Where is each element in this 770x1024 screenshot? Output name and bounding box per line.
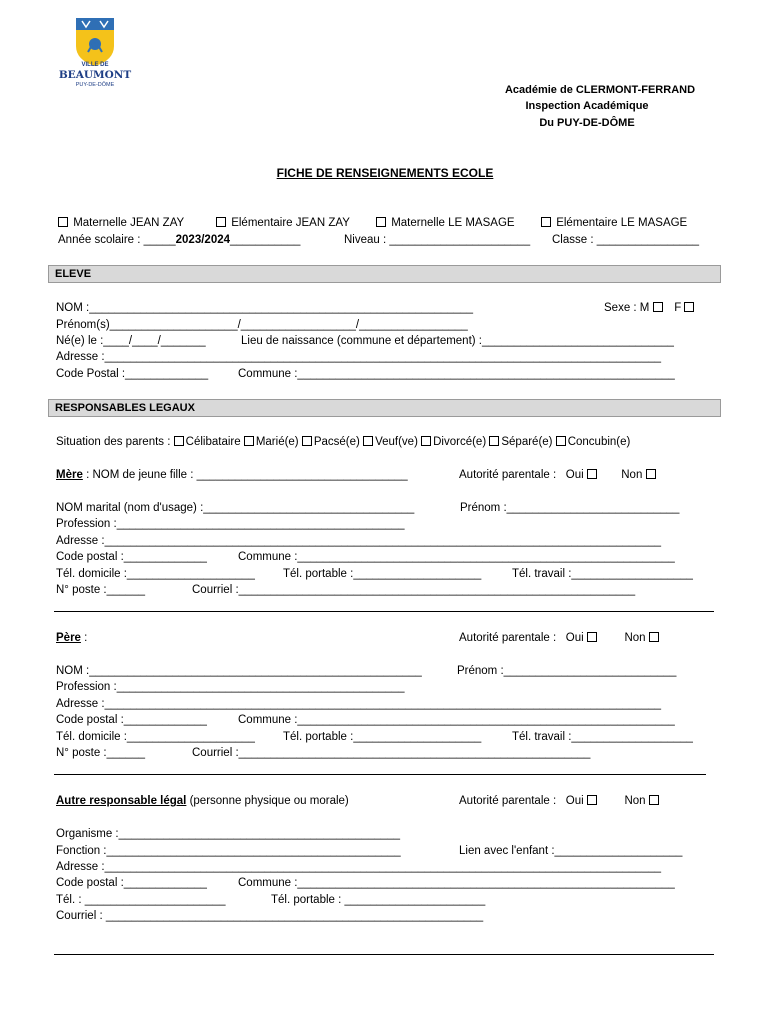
header-line1: Académie de CLERMONT-FERRAND xyxy=(504,84,696,96)
mere-adresse-field[interactable]: Adresse :_______________________________________________________________________________________ xyxy=(56,535,662,547)
checkbox-icon[interactable] xyxy=(684,302,694,312)
school-year-field[interactable]: Année scolaire : _____2023/2024___________ xyxy=(58,234,301,246)
checkbox-icon[interactable] xyxy=(174,436,184,446)
autre-heading: Autre responsable légal (personne physique ou morale) xyxy=(56,795,349,807)
beaumont-logo xyxy=(60,16,130,92)
eleve-nom-field[interactable]: NOM :____________________________________________________________ xyxy=(56,302,473,314)
eleve-code-postal-field[interactable]: Code Postal :_____________ xyxy=(56,368,209,380)
checkbox-icon[interactable] xyxy=(587,469,597,479)
page-title: FICHE DE RENSEIGNEMENTS ECOLE xyxy=(276,166,494,180)
mere-jeune-fille-field[interactable]: Mère : NOM de jeune fille : _________________________________ xyxy=(56,469,408,481)
eleve-sexe[interactable]: Sexe : M F xyxy=(604,301,696,315)
mere-tel-portable-field[interactable]: Tél. portable :____________________ xyxy=(283,568,482,580)
checkbox-icon[interactable] xyxy=(216,217,226,227)
niveau-field[interactable]: Niveau : ______________________ xyxy=(344,234,531,246)
pere-tel-travail-field[interactable]: Tél. travail :___________________ xyxy=(512,731,693,743)
situation-parents[interactable]: Situation des parents : Célibataire Marié(e) Pacsé(e) Veuf(ve) Divorcé(e) Séparé(e) Concubin(e) xyxy=(56,436,631,448)
checkbox-icon[interactable] xyxy=(376,217,386,227)
checkbox-icon[interactable] xyxy=(244,436,254,446)
pere-nom-field[interactable]: NOM :____________________________________________________ xyxy=(56,665,422,677)
section-responsables: RESPONSABLES LEGAUX xyxy=(48,399,721,417)
checkbox-icon[interactable] xyxy=(587,795,597,805)
autre-tel-portable-field[interactable]: Tél. portable : ______________________ xyxy=(271,894,486,906)
pere-autorite[interactable]: Autorité parentale : Oui Non xyxy=(459,631,661,645)
header-line2: Inspection Académique xyxy=(525,100,649,112)
eleve-adresse-field[interactable]: Adresse :_______________________________________________________________________________________ xyxy=(56,351,662,363)
eleve-birthplace-field[interactable]: Lieu de naissance (commune et département) :______________________________ xyxy=(241,335,674,347)
logo-line2: BEAUMONT xyxy=(58,69,132,81)
pere-courriel-field[interactable]: Courriel :_______________________________________________________ xyxy=(192,747,591,759)
pere-commune-field[interactable]: Commune :___________________________________________________________ xyxy=(238,714,675,726)
autre-code-postal-field[interactable]: Code postal :_____________ xyxy=(56,877,207,889)
eleve-birthdate-field[interactable]: Né(e) le :____/____/_______ xyxy=(56,335,206,347)
mere-commune-field[interactable]: Commune :___________________________________________________________ xyxy=(238,551,675,563)
school-option[interactable]: Elémentaire LE MASAGE xyxy=(541,216,687,230)
checkbox-icon[interactable] xyxy=(649,632,659,642)
pere-tel-domicile-field[interactable]: Tél. domicile :____________________ xyxy=(56,731,255,743)
section-eleve: ELEVE xyxy=(48,265,721,283)
checkbox-icon[interactable] xyxy=(646,469,656,479)
mere-tel-travail-field[interactable]: Tél. travail :___________________ xyxy=(512,568,693,580)
school-year-value: 2023/2024 xyxy=(175,234,231,246)
pere-profession-field[interactable]: Profession :_____________________________________________ xyxy=(56,681,405,693)
checkbox-icon[interactable] xyxy=(587,632,597,642)
divider xyxy=(54,611,714,612)
checkbox-icon[interactable] xyxy=(541,217,551,227)
autre-adresse-field[interactable]: Adresse :_______________________________________________________________________________________ xyxy=(56,861,662,873)
header-line3: Du PUY-DE-DÔME xyxy=(539,117,635,129)
eleve-commune-field[interactable]: Commune :___________________________________________________________ xyxy=(238,368,675,380)
pere-tel-portable-field[interactable]: Tél. portable :____________________ xyxy=(283,731,482,743)
eleve-prenoms-field[interactable]: Prénom(s)____________________/__________________/_________________ xyxy=(56,319,468,331)
classe-field[interactable]: Classe : ________________ xyxy=(552,234,700,246)
autre-courriel-field[interactable]: Courriel : ___________________________________________________________ xyxy=(56,910,484,922)
logo-line1: VILLE DE xyxy=(81,62,109,68)
checkbox-icon[interactable] xyxy=(421,436,431,446)
checkbox-icon[interactable] xyxy=(58,217,68,227)
school-option[interactable]: Maternelle JEAN ZAY xyxy=(58,216,184,230)
autre-commune-field[interactable]: Commune :___________________________________________________________ xyxy=(238,877,675,889)
divider xyxy=(54,774,706,775)
mere-code-postal-field[interactable]: Code postal :_____________ xyxy=(56,551,207,563)
pere-prenom-field[interactable]: Prénom :___________________________ xyxy=(457,665,677,677)
checkbox-icon[interactable] xyxy=(556,436,566,446)
checkbox-icon[interactable] xyxy=(302,436,312,446)
pere-poste-field[interactable]: N° poste :______ xyxy=(56,747,145,759)
mere-autorite[interactable]: Autorité parentale : Oui Non xyxy=(459,468,658,482)
mere-nom-marital-field[interactable]: NOM marital (nom d'usage) :_________________________________ xyxy=(56,502,415,514)
autre-lien-field[interactable]: Lien avec l'enfant :____________________ xyxy=(459,845,683,857)
autre-fonction-field[interactable]: Fonction :______________________________________________ xyxy=(56,845,401,857)
autre-autorite[interactable]: Autorité parentale : Oui Non xyxy=(459,794,661,808)
autre-organisme-field[interactable]: Organisme :____________________________________________ xyxy=(56,828,401,840)
pere-adresse-field[interactable]: Adresse :_______________________________________________________________________________________ xyxy=(56,698,662,710)
pere-label: Père xyxy=(56,632,81,644)
mere-tel-domicile-field[interactable]: Tél. domicile :____________________ xyxy=(56,568,255,580)
checkbox-icon[interactable] xyxy=(649,795,659,805)
pere-code-postal-field[interactable]: Code postal :_____________ xyxy=(56,714,207,726)
checkbox-icon[interactable] xyxy=(363,436,373,446)
logo-line3: PUY-DE-DÔME xyxy=(75,82,115,88)
mere-courriel-field[interactable]: Courriel :______________________________________________________________ xyxy=(192,584,636,596)
pere-heading: Père : xyxy=(56,632,88,644)
mere-prenom-field[interactable]: Prénom :___________________________ xyxy=(460,502,680,514)
mere-label: Mère xyxy=(56,469,83,481)
checkbox-icon[interactable] xyxy=(489,436,499,446)
mere-poste-field[interactable]: N° poste :______ xyxy=(56,584,145,596)
divider xyxy=(54,954,714,955)
mere-profession-field[interactable]: Profession :_____________________________________________ xyxy=(56,518,405,530)
school-option[interactable]: Elémentaire JEAN ZAY xyxy=(216,216,350,230)
school-option[interactable]: Maternelle LE MASAGE xyxy=(376,216,515,230)
checkbox-icon[interactable] xyxy=(653,302,663,312)
autre-label: Autre responsable légal xyxy=(56,795,187,807)
autre-tel-field[interactable]: Tél. : ______________________ xyxy=(56,894,226,906)
